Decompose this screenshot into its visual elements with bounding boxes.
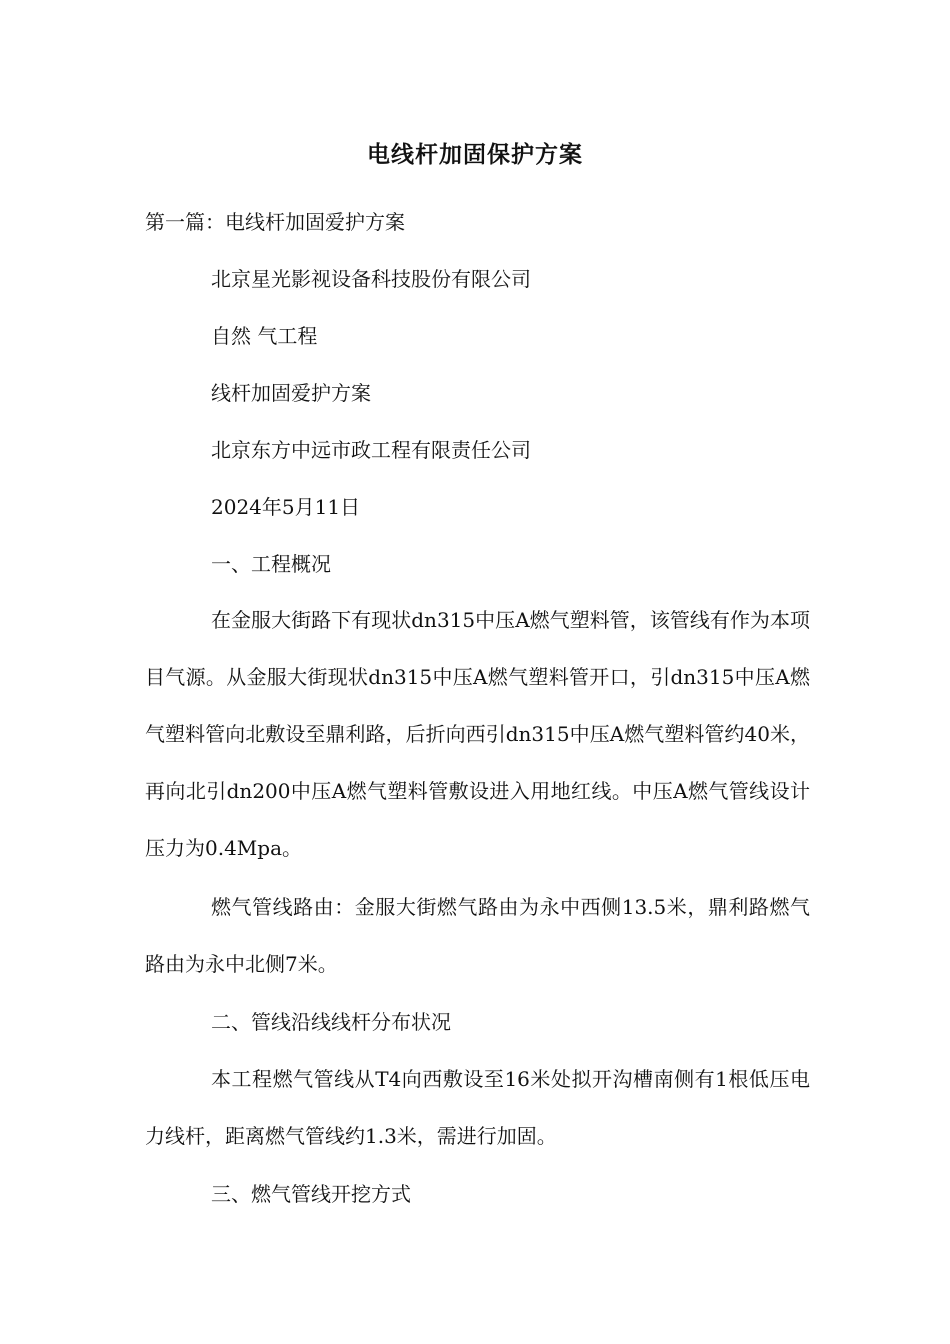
document-title: 电线杆加固保护方案 xyxy=(367,142,583,168)
part-heading: 第一篇：电线杆加固爱护方案 xyxy=(145,210,405,234)
section-1-paragraph-1: 在金服大街路下有现状dn315中压A燃气塑料管，该管线有作为本项目气源。从金服大街现状dn315中压A燃气塑料管开口，引dn315中压A燃气塑料管向北敷设至鼎利路，后折向西引dn315中压A燃气塑料管约40米，再向北引dn200中压A燃气塑料管敷设进入用地红线。中压A燃气管线设计压力为0.4Mpa。 xyxy=(145,608,810,860)
plan-name-line: 线杆加固爱护方案 xyxy=(211,381,371,405)
company-line-1: 北京星光影视设备科技股份有限公司 xyxy=(211,267,531,291)
section-2-heading: 二、管线沿线线杆分布状况 xyxy=(211,1010,451,1034)
section-3-heading: 三、燃气管线开挖方式 xyxy=(211,1182,411,1206)
project-name-line: 自然 气工程 xyxy=(211,324,318,348)
section-1-paragraph-2: 燃气管线路由：金服大街燃气路由为永中西侧13.5米，鼎利路燃气路由为永中北侧7米。 xyxy=(145,895,810,976)
section-2-paragraph-1: 本工程燃气管线从T4向西敷设至16米处拟开沟槽南侧有1根低压电力线杆，距离燃气管线约1.3米，需进行加固。 xyxy=(145,1067,810,1148)
section-1-heading: 一、工程概况 xyxy=(211,552,331,576)
date-line: 2024年5月11日 xyxy=(211,495,361,519)
company-line-2: 北京东方中远市政工程有限责任公司 xyxy=(211,438,531,462)
